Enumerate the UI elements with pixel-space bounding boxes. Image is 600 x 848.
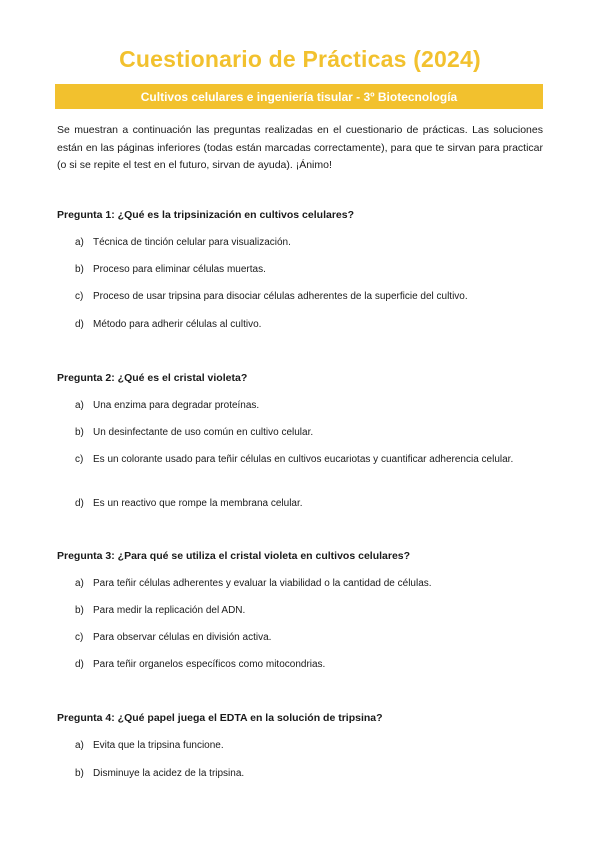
question-3 <box>57 549 543 670</box>
option-text: Una enzima para degradar proteínas. <box>93 400 260 411</box>
question-title: Pregunta 3: ¿Para qué se utiliza el cristal violeta en cultivos celulares? <box>57 550 411 562</box>
question-title: Pregunta 1: ¿Qué es la tripsinización en cultivos celulares? <box>57 209 355 221</box>
option-letter: c) <box>75 632 84 643</box>
option-letter: d) <box>75 659 84 670</box>
option-a <box>75 737 543 754</box>
option-letter: b) <box>75 605 84 616</box>
option-text: Para observar células en división activa. <box>93 632 272 643</box>
option-d <box>75 495 543 512</box>
option-text: Proceso de usar tripsina para disociar células adherentes de la superficie del cultivo. <box>93 291 468 302</box>
option-text: Un desinfectante de uso común en cultivo celular. <box>93 427 314 438</box>
question-title: Pregunta 2: ¿Qué es el cristal violeta? <box>57 372 248 384</box>
option-b <box>75 602 543 619</box>
question-2 <box>57 371 543 509</box>
option-a <box>75 234 543 251</box>
document-title: Cuestionario de Prácticas (2024) <box>119 46 481 72</box>
subtitle-banner: Cultivos celulares e ingeniería tisular - 3º Biotecnología <box>55 84 543 109</box>
option-text: Disminuye la acidez de la tripsina. <box>93 768 245 779</box>
option-letter: c) <box>75 291 84 302</box>
option-c <box>75 629 543 646</box>
option-d <box>75 656 543 673</box>
option-text: Es un colorante usado para teñir células en cultivos eucariotas y cuantificar adherencia celular. <box>93 454 514 465</box>
option-letter: d) <box>75 319 84 330</box>
option-letter: a) <box>75 400 84 411</box>
question-title: Pregunta 4: ¿Qué papel juega el EDTA en la solución de tripsina? <box>57 712 383 724</box>
option-letter: a) <box>75 237 84 248</box>
option-c <box>75 288 543 305</box>
option-text: Es un reactivo que rompe la membrana celular. <box>93 498 303 509</box>
option-b <box>75 424 543 441</box>
option-text: Para medir la replicación del ADN. <box>93 605 246 616</box>
option-letter: a) <box>75 740 84 751</box>
intro-paragraph: Se muestran a continuación las preguntas realizadas en el cuestionario de prácticas. Las soluciones están en las páginas inferiores (todas están marcadas correctamente), para que te sirvan para practicar (o si se repite el test en el futuro, sirvan de ayuda). ¡Ánimo! <box>57 124 543 171</box>
option-c <box>75 451 543 468</box>
option-text: Para teñir células adherentes y evaluar la viabilidad o la cantidad de células. <box>93 578 432 589</box>
question-1 <box>57 208 543 330</box>
option-d <box>75 316 543 333</box>
option-b <box>75 261 543 278</box>
option-letter: c) <box>75 454 84 465</box>
option-letter: a) <box>75 578 84 589</box>
option-letter: b) <box>75 768 84 779</box>
option-a <box>75 397 543 414</box>
option-letter: d) <box>75 498 84 509</box>
option-text: Técnica de tinción celular para visualización. <box>93 237 291 248</box>
option-text: Para teñir organelos específicos como mitocondrias. <box>93 659 326 670</box>
option-letter: b) <box>75 427 84 438</box>
option-letter: b) <box>75 264 84 275</box>
option-a <box>75 575 543 592</box>
option-b <box>75 765 543 782</box>
option-text: Proceso para eliminar células muertas. <box>93 264 266 275</box>
question-4 <box>57 711 543 779</box>
option-text: Método para adherir células al cultivo. <box>93 319 262 330</box>
option-text: Evita que la tripsina funcione. <box>93 740 224 751</box>
